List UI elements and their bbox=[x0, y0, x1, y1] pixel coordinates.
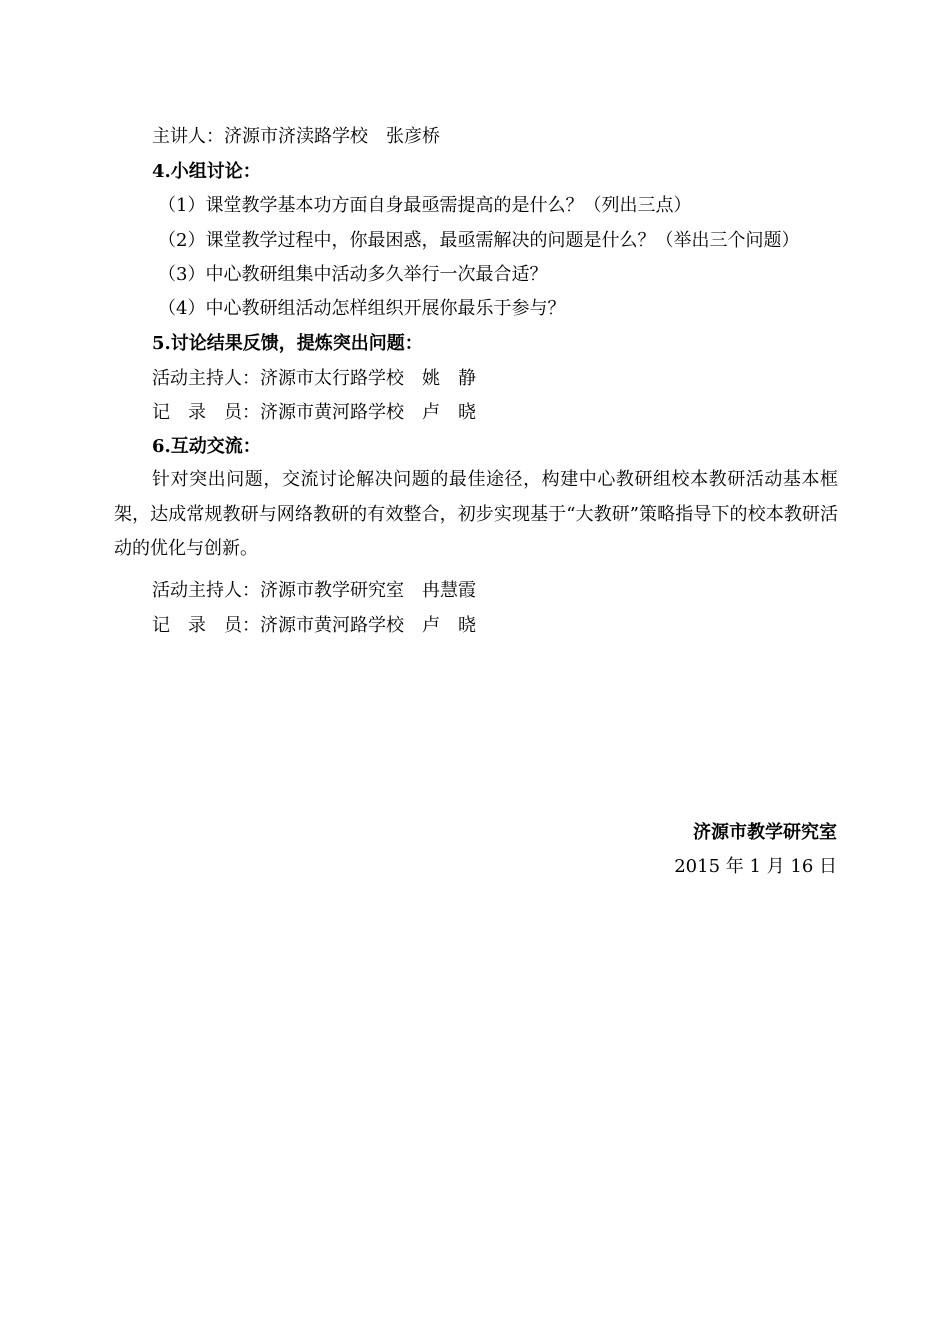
speaker-line: 主讲人：济源市济渎路学校 张彦桥 bbox=[152, 126, 440, 147]
section-6-host-line: 活动主持人：济源市教学研究室 冉慧霞 bbox=[152, 580, 476, 601]
discussion-item-3: （3）中心教研组集中活动多久举行一次最合适？ bbox=[158, 264, 548, 285]
section-6-paragraph: 针对突出问题，交流讨论解决问题的最佳途径，构建中心教研组校本教研活动基本框架，达成常规教研与网络教研的有效整合，初步实现基于“大教研”策略指导下的校本教研活动的优化与创新。 bbox=[114, 469, 838, 559]
discussion-item-4: （4）中心教研组活动怎样组织开展你最乐于参与？ bbox=[158, 298, 566, 319]
section-5-recorder-line: 记 录 员：济源市黄河路学校 卢 晓 bbox=[152, 402, 476, 423]
discussion-item-1: （1）课堂教学基本功方面自身最亟需提高的是什么？（列出三点） bbox=[158, 195, 692, 216]
section-6-heading: 6.互动交流： bbox=[152, 436, 261, 457]
section-5-host-line: 活动主持人：济源市太行路学校 姚 静 bbox=[152, 368, 476, 389]
section-5-heading: 5.讨论结果反馈，提炼突出问题： bbox=[152, 333, 423, 354]
discussion-item-2: （2）课堂教学过程中，你最困惑，最亟需解决的问题是什么？（举出三个问题） bbox=[158, 230, 800, 251]
signature-date: 2015 年 1 月 16 日 bbox=[674, 856, 837, 877]
section-6-recorder-line: 记 录 员：济源市黄河路学校 卢 晓 bbox=[152, 615, 476, 636]
section-4-heading: 4.小组讨论： bbox=[152, 161, 261, 182]
signature-organization: 济源市教学研究室 bbox=[693, 822, 837, 843]
